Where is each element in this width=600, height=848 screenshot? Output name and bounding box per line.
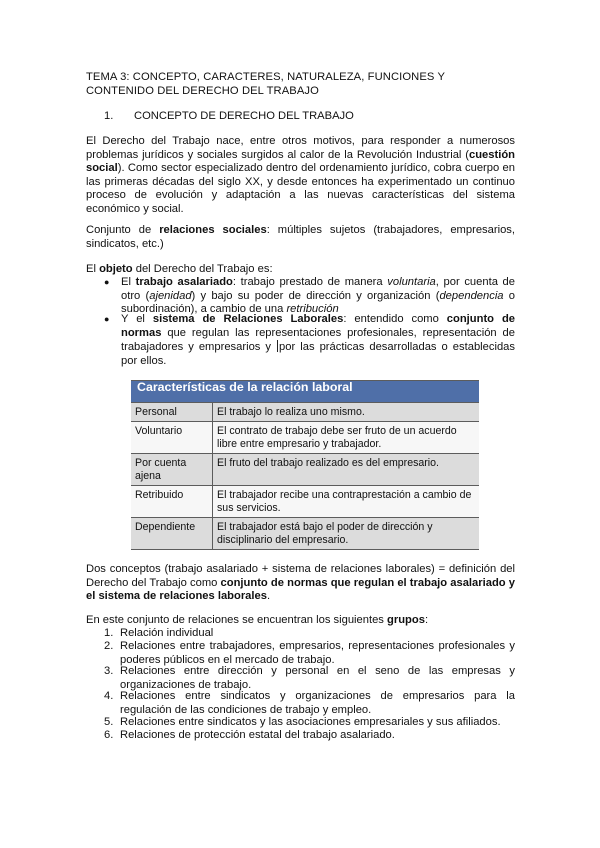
bullet-text: : trabajo prestado de manera — [232, 276, 388, 288]
bullet-text: Y el — [121, 313, 153, 325]
list-text: Relaciones entre sindicatos y organizaciones de empresarios para la regulación de las condiciones de trabajo y empleo. — [120, 690, 515, 716]
list-item — [104, 627, 515, 641]
paragraph-text: : — [424, 614, 429, 626]
paragraph-text: Conjunto de — [86, 224, 160, 236]
table-header-cell: Características de la relación laboral — [131, 381, 479, 403]
bold-term: grupos — [387, 614, 425, 626]
paragraph-text: . — [266, 590, 271, 603]
bold-term: relaciones sociales — [159, 224, 267, 236]
bullet-text: o subordinación), a cambio de una — [121, 289, 515, 316]
italic-term: voluntaria — [387, 276, 436, 288]
list-text: Relaciones de protección estatal del trabajo asalariado. — [120, 729, 395, 741]
list-text: Relaciones entre trabajadores, empresarios, representaciones profesionales y poderes públicos en el mercado de trabajo. — [120, 640, 515, 666]
bullet-text: , por cuenta de otro ( — [121, 276, 515, 302]
list-item — [104, 690, 515, 717]
bold-term: conjunto de normas que regulan el trabajo asalariado y el sistema de relaciones laborales — [86, 576, 515, 603]
bullet-item — [104, 276, 515, 317]
bullet-text: El — [121, 276, 136, 288]
list-number: 2. — [104, 640, 114, 652]
section-title: CONCEPTO DE DERECHO DEL TRABAJO — [134, 110, 354, 122]
paragraph-definition — [86, 563, 515, 604]
term-cell: Personal — [131, 403, 213, 422]
paragraph-origin — [86, 135, 515, 217]
bullet-icon: ● — [104, 314, 110, 324]
italic-term: ajenidad — [149, 289, 192, 302]
italic-term: dependencia — [439, 289, 504, 302]
table-header — [131, 381, 479, 403]
text-cursor — [277, 340, 278, 352]
term-cell: Por cuenta ajena — [131, 454, 213, 486]
description-cell: El trabajo lo realiza uno mismo. — [213, 403, 480, 422]
table-row — [131, 518, 479, 550]
bullet-icon: ● — [104, 277, 110, 287]
term-cell: Voluntario — [131, 422, 213, 454]
document-title: TEMA 3: CONCEPTO, CARACTERES, NATURALEZA, FUNCIONES Y CONTENIDO DEL DERECHO DEL TRABAJO — [86, 71, 445, 97]
list-text: Relación individual — [120, 627, 214, 639]
section-number: 1. — [104, 110, 114, 122]
paragraph-object — [86, 263, 515, 277]
bold-term: objeto — [99, 263, 133, 275]
list-number: 3. — [104, 665, 114, 677]
bullet-text: : entendido como — [343, 313, 447, 325]
list-item — [104, 716, 515, 730]
paragraph-text: del Derecho del Trabajo es: — [132, 263, 273, 275]
paragraph-text: Dos conceptos (trabajo asalariado + sistema de relaciones laborales) = definición del Derecho del Trabajo como — [86, 563, 515, 589]
list-item — [104, 640, 515, 667]
characteristics-table — [131, 380, 479, 550]
bold-term: cuestión social — [86, 148, 515, 175]
italic-term: retribución — [286, 303, 339, 316]
description-cell: El trabajador recibe una contraprestación a cambio de sus servicios. — [213, 486, 480, 518]
list-item — [104, 729, 515, 743]
table-row — [131, 486, 479, 518]
term-cell: Retribuido — [131, 486, 213, 518]
list-text: Relaciones entre sindicatos y las asociaciones empresariales y sus afiliados. — [120, 716, 501, 728]
bullet-text: por las prácticas desarrolladas o establecidas por ellos. — [121, 341, 515, 367]
bold-term: sistema de Relaciones Laborales — [152, 313, 344, 325]
list-number: 4. — [104, 690, 114, 702]
bullet-text: que regulan las representaciones profesionales, representación de trabajadores y empresarios y — [121, 326, 515, 354]
table-row — [131, 403, 479, 422]
paragraph-relations — [86, 224, 515, 251]
paragraph-text: ). Como sector especializado dentro del ordenamiento jurídico, cobra cuerpo en las primeras décadas del siglo XX, y desde entonces ha experimentado un continuo proceso de evolución y adaptación a las nuevas características del sistema económico y social. — [86, 162, 515, 215]
list-text: Relaciones entre dirección y personal en el seno de las empresas y organizaciones de trabajo. — [120, 665, 515, 691]
list-item — [104, 665, 515, 692]
bullet-item — [104, 313, 515, 368]
list-number: 6. — [104, 729, 114, 741]
term-cell: Dependiente — [131, 518, 213, 550]
list-number: 5. — [104, 716, 114, 728]
paragraph-text: El Derecho del Trabajo nace, entre otros motivos, para responder a numerosos problemas jurídicos y sociales surgidos al calor de la Revolución Industrial ( — [86, 135, 515, 161]
bold-term: trabajo asalariado — [135, 276, 233, 288]
paragraph-text: : múltiples sujetos (trabajadores, empresarios, sindicatos, etc.) — [86, 224, 515, 250]
bullet-text: ) y bajo su poder de dirección y organización ( — [191, 289, 440, 302]
paragraph-text: El — [86, 263, 100, 275]
list-number: 1. — [104, 627, 114, 639]
bold-term: conjunto de normas — [121, 313, 516, 339]
table-row — [131, 422, 479, 454]
paragraph-text: En este conjunto de relaciones se encuentran los siguientes — [86, 614, 388, 626]
description-cell: El contrato de trabajo debe ser fruto de un acuerdo libre entre empresario y trabajador. — [213, 422, 480, 454]
table-row — [131, 454, 479, 486]
paragraph-groups — [86, 614, 515, 628]
description-cell: El trabajador está bajo el poder de dirección y disciplinario del empresario. — [213, 518, 480, 550]
description-cell: El fruto del trabajo realizado es del empresario. — [213, 454, 480, 486]
